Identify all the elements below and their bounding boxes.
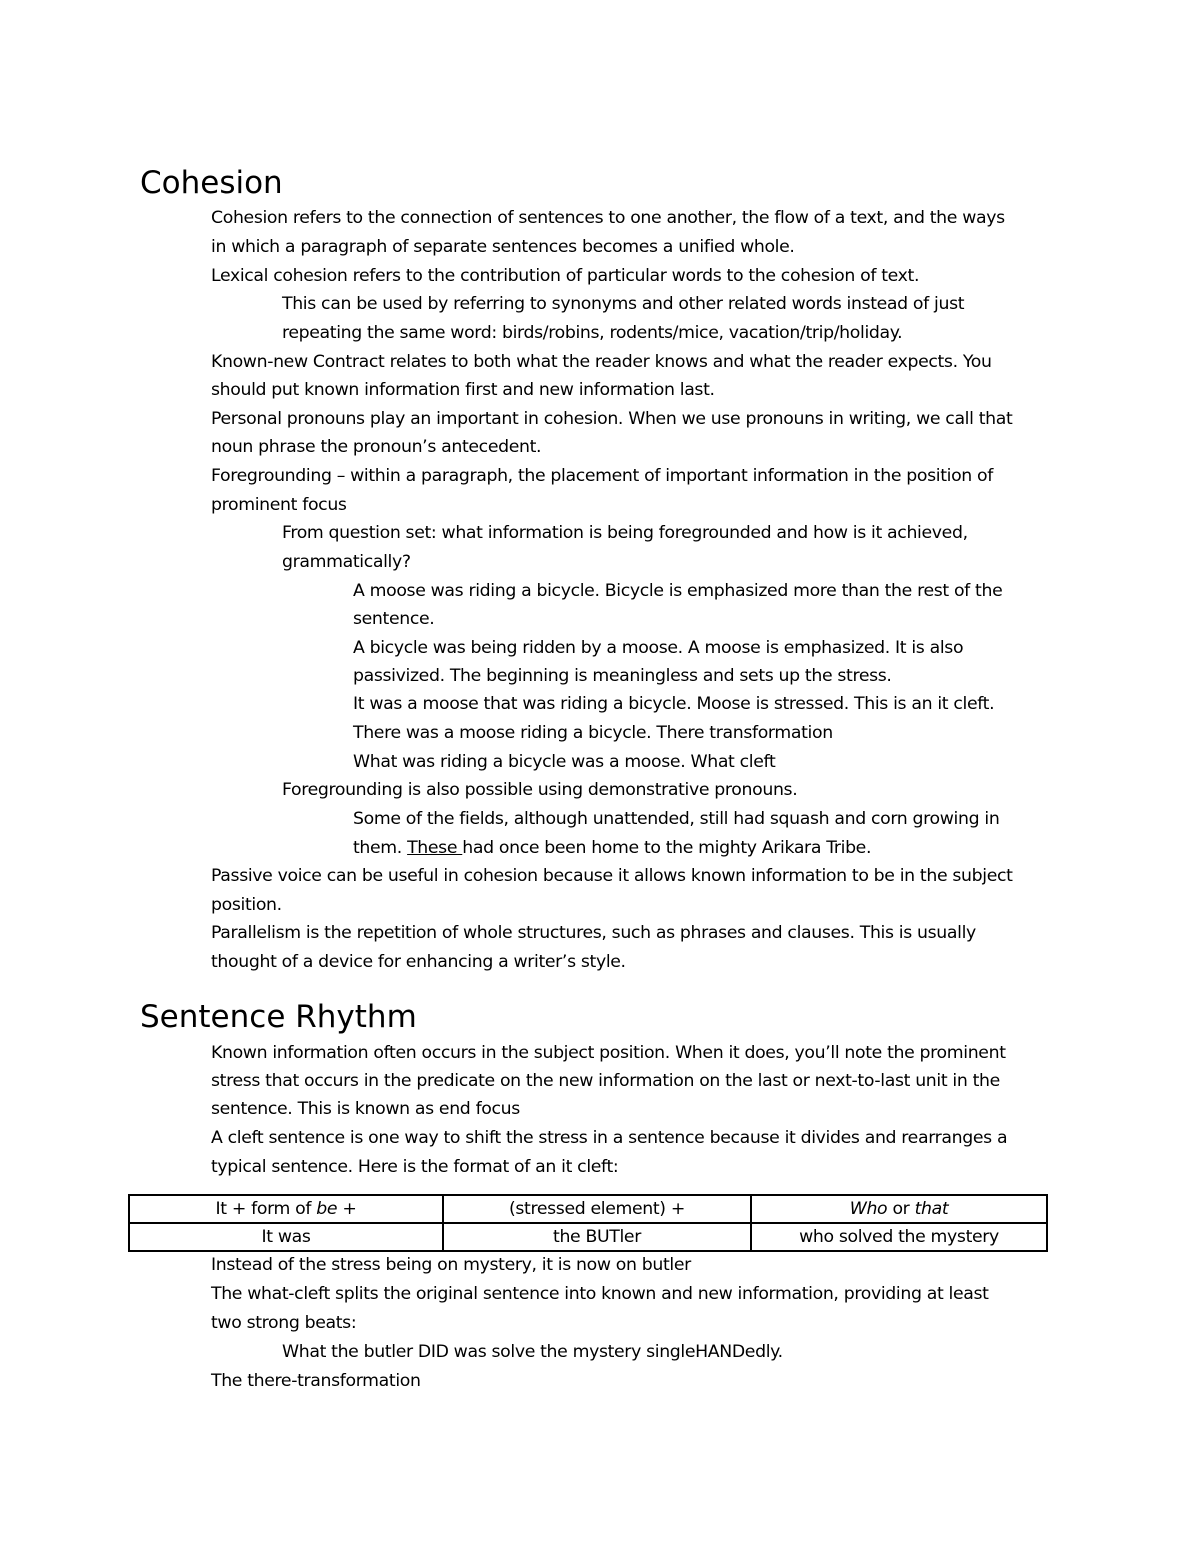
table-header-row	[129, 1195, 1047, 1223]
question-set-line-2: grammatically?	[282, 552, 411, 572]
example-1-line-1: A moose was riding a bicycle. Bicycle is emphasized more than the rest of the	[353, 581, 1003, 601]
pronouns-line-1: Personal pronouns play an important in cohesion. When we use pronouns in writing, we call that	[211, 409, 1013, 429]
example-6-text-end: had once been home to the mighty Arikara Tribe.	[462, 838, 872, 858]
table-cell	[751, 1195, 1047, 1223]
known-new-line-1: Known-new Contract relates to both what the reader knows and what the reader expects. You	[211, 352, 992, 372]
what-cleft-line-2: two strong beats:	[211, 1313, 357, 1333]
cell-text-italic: Who	[849, 1199, 888, 1219]
end-focus-line-3: sentence. This is known as end focus	[211, 1099, 520, 1119]
underlined-these: These	[407, 838, 463, 858]
known-new-line-2: should put known information first and new information last.	[211, 380, 715, 400]
cell-text: or	[887, 1199, 915, 1219]
foregrounding-line-1: Foregrounding – within a paragraph, the placement of important information in the position of	[211, 466, 994, 486]
example-1-line-2: sentence.	[353, 609, 435, 629]
sentence-rhythm-heading: Sentence Rhythm	[140, 999, 417, 1035]
cell-text-italic: be	[316, 1199, 338, 1219]
end-focus-line-2: stress that occurs in the predicate on the new information on the last or next-to-last unit in the	[211, 1071, 1000, 1091]
passive-voice-line-1: Passive voice can be useful in cohesion because it allows known information to be in the subject	[211, 866, 1013, 886]
example-6-text-start: them.	[353, 838, 408, 858]
foregrounding-line-2: prominent focus	[211, 495, 347, 515]
table-cell: It was	[129, 1223, 443, 1251]
table-cell: who solved the mystery	[751, 1223, 1047, 1251]
cohesion-definition-line-1: Cohesion refers to the connection of sentences to one another, the flow of a text, and the ways	[211, 208, 1005, 228]
it-cleft-format-table	[128, 1194, 1048, 1252]
example-2-line-1: A bicycle was being ridden by a moose. A moose is emphasized. It is also	[353, 638, 964, 658]
pronouns-line-2: noun phrase the pronoun’s antecedent.	[211, 437, 542, 457]
cell-text-italic: that	[914, 1199, 949, 1219]
cleft-sentence-line-1: A cleft sentence is one way to shift the stress in a sentence because it divides and rearranges a	[211, 1128, 1008, 1148]
example-3-line: It was a moose that was riding a bicycle. Moose is stressed. This is an it cleft.	[353, 694, 995, 714]
cell-text: It + form of	[215, 1199, 317, 1219]
example-6-line-1: Some of the fields, although unattended, still had squash and corn growing in	[353, 809, 1000, 829]
parallelism-line-1: Parallelism is the repetition of whole structures, such as phrases and clauses. This is usually	[211, 923, 976, 943]
table-cell	[129, 1195, 443, 1223]
example-6-line-2	[353, 836, 871, 860]
synonyms-line-1: This can be used by referring to synonyms and other related words instead of just	[282, 294, 965, 314]
cleft-sentence-line-2: typical sentence. Here is the format of an it cleft:	[211, 1157, 619, 1177]
table-row	[129, 1223, 1047, 1251]
demonstrative-pronouns-line: Foregrounding is also possible using demonstrative pronouns.	[282, 780, 798, 800]
table-cell: (stressed element) +	[443, 1195, 751, 1223]
table-cell: the BUTler	[443, 1223, 751, 1251]
lexical-cohesion-line: Lexical cohesion refers to the contribution of particular words to the cohesion of text.	[211, 266, 920, 286]
cell-text: +	[337, 1199, 357, 1219]
passive-voice-line-2: position.	[211, 895, 282, 915]
cohesion-definition-line-2: in which a paragraph of separate sentences becomes a unified whole.	[211, 237, 795, 257]
end-focus-line-1: Known information often occurs in the subject position. When it does, you’ll note the prominent	[211, 1043, 1006, 1063]
what-cleft-example: What the butler DID was solve the mystery singleHANDedly.	[282, 1342, 783, 1362]
question-set-line-1: From question set: what information is being foregrounded and how is it achieved,	[282, 523, 968, 543]
parallelism-line-2: thought of a device for enhancing a writer’s style.	[211, 952, 626, 972]
example-4-line: There was a moose riding a bicycle. There transformation	[353, 723, 833, 743]
example-2-line-2: passivized. The beginning is meaningless and sets up the stress.	[353, 666, 892, 686]
synonyms-line-2: repeating the same word: birds/robins, rodents/mice, vacation/trip/holiday.	[282, 323, 903, 343]
cohesion-heading: Cohesion	[140, 165, 283, 201]
example-5-line: What was riding a bicycle was a moose. What cleft	[353, 752, 776, 772]
what-cleft-line-1: The what-cleft splits the original sentence into known and new information, providing at least	[211, 1284, 989, 1304]
stress-shift-line: Instead of the stress being on mystery, it is now on butler	[211, 1255, 691, 1275]
there-transformation-line: The there-transformation	[211, 1371, 421, 1391]
